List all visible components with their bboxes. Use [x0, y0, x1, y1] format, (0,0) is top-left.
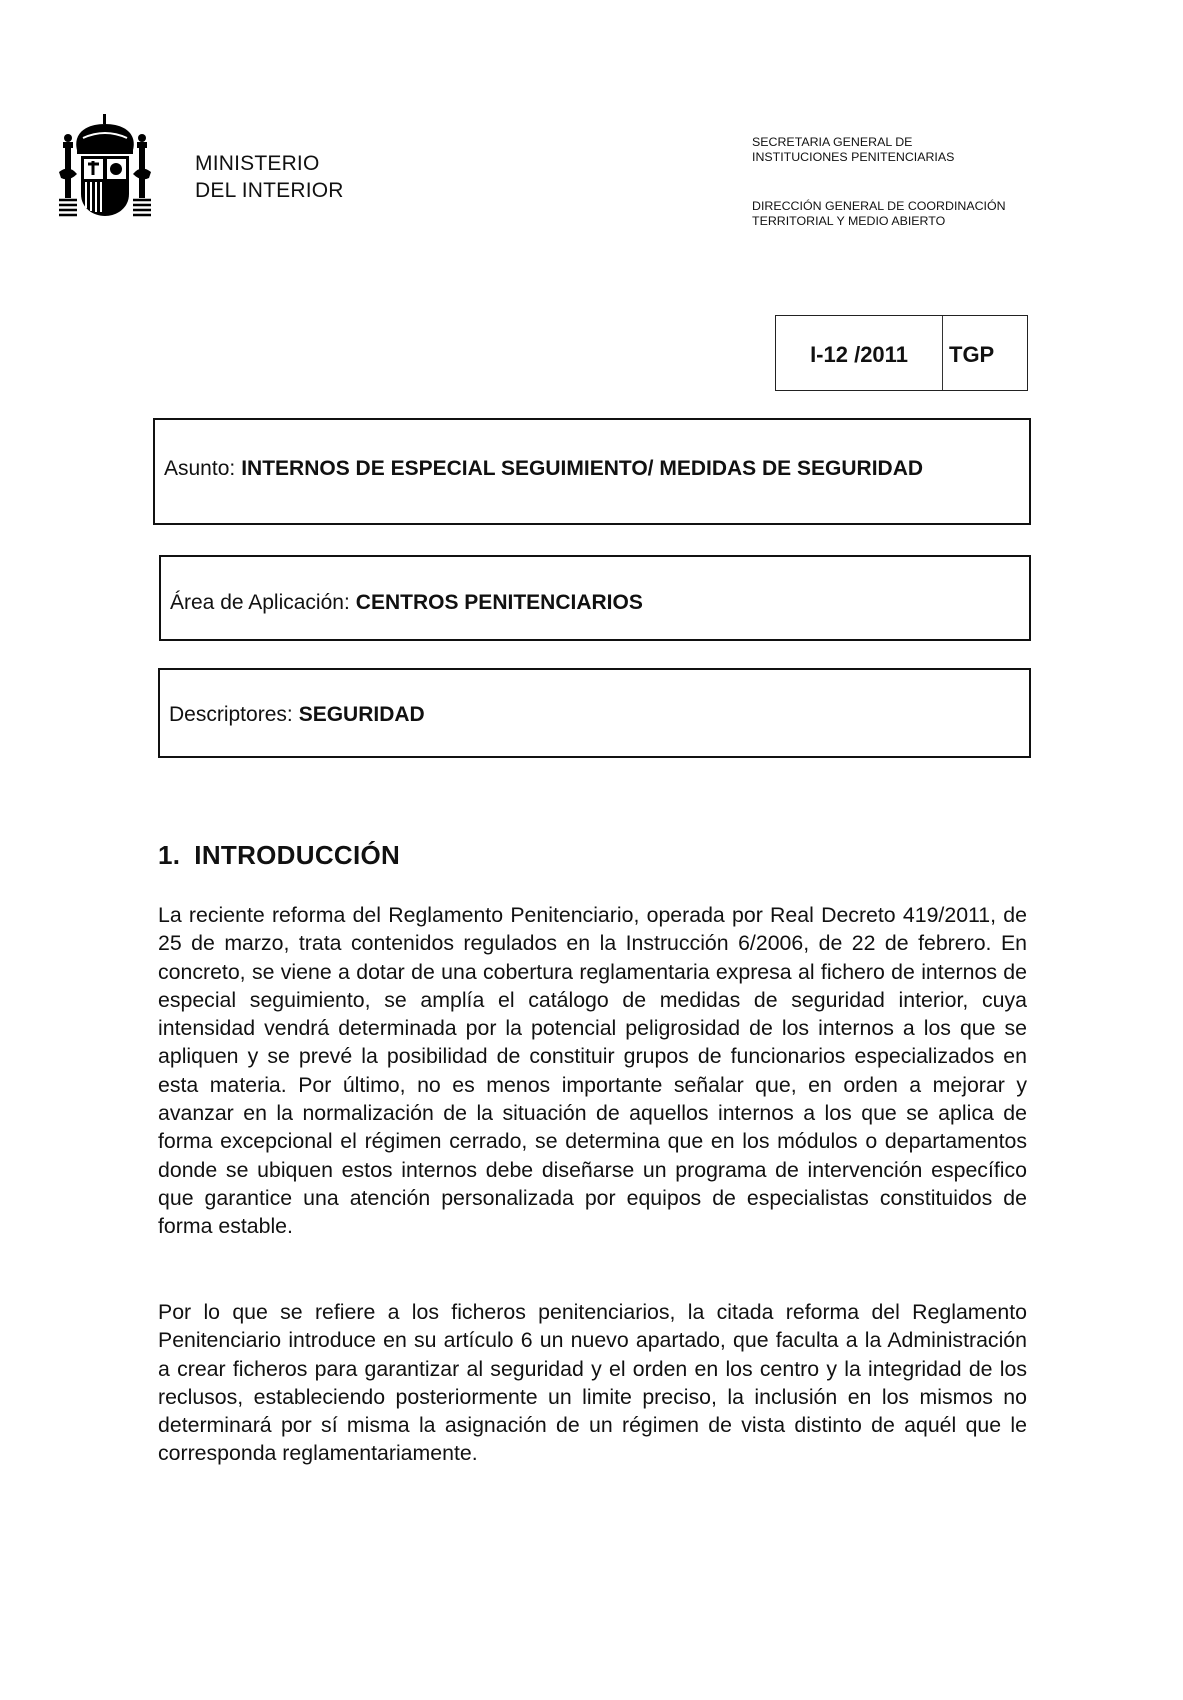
spain-coat-of-arms-icon: [55, 112, 155, 222]
area-value: CENTROS PENITENCIARIOS: [355, 591, 643, 614]
secretaria-line-2: INSTITUCIONES PENITENCIARIAS: [752, 150, 955, 164]
ministry-line-2: DEL INTERIOR: [195, 179, 344, 202]
reference-box: [775, 315, 1028, 391]
section-number: 1.: [158, 840, 181, 870]
ministry-line-1: MINISTERIO: [195, 152, 320, 175]
direccion-line-2: TERRITORIAL Y MEDIO ABIERTO: [752, 214, 946, 228]
asunto-box: [153, 418, 1031, 525]
asunto-label: Asunto:: [164, 457, 236, 480]
descriptores-label: Descriptores:: [169, 703, 293, 726]
instruction-unit: TGP: [949, 342, 995, 367]
secretaria-general: [752, 135, 954, 165]
descriptores-box: [158, 668, 1031, 758]
asunto-value: INTERNOS DE ESPECIAL SEGUIMIENTO/ MEDIDAS DE SEGURIDAD: [241, 457, 924, 480]
ministry-name: [195, 150, 344, 204]
secretaria-line-1: SECRETARIA GENERAL DE: [752, 135, 913, 149]
paragraph-2: Por lo que se refiere a los ficheros penitenciarios, la citada reforma del Reglamento Penitenciario introduce en su artículo 6 un nuevo apartado, que faculta a la Administración a crear ficheros para garantizar al seguridad y el orden en los centro y la integridad de los reclusos, estableciendo posteriormente un limite preciso, la inclusión en los mismos no determinará por sí misma la asignación de un régimen de vista distinto de aquél que le corresponda reglamentariamente.: [158, 1300, 1027, 1466]
descriptores-value: SEGURIDAD: [298, 703, 425, 726]
direccion-general: [752, 199, 1006, 229]
area-aplicacion-box: [159, 555, 1031, 641]
instruction-code: I-12 /2011: [776, 316, 943, 390]
direccion-line-1: DIRECCIÓN GENERAL DE COORDINACIÓN: [752, 199, 1006, 213]
area-label: Área de Aplicación:: [170, 591, 350, 614]
section-title: INTRODUCCIÓN: [194, 840, 401, 870]
section-heading: [158, 840, 400, 871]
paragraph-1: La reciente reforma del Reglamento Penitenciario, operada por Real Decreto 419/2011, de 25 de marzo, trata contenidos regulados en la Instrucción 6/2006, de 22 de febrero. En concreto, se viene a dotar de una cobertura reglamentaria expresa al fichero de internos de especial seguimiento, se amplía el catálogo de medidas de seguridad interior, cuya intensidad vendrá determinada por la potencial peligrosidad de los internos a los que se apliquen y se prevé la posibilidad de constituir grupos de funcionarios especializados en esta materia. Por último, no es menos importante señalar que, en orden a mejorar y avanzar en la normalización de la situación de aquellos internos a los que se aplica de forma excepcional el régimen cerrado, se determina que en los módulos o departamentos donde se ubiquen estos internos debe diseñarse un programa de intervención específico que garantice una atención personalizada por equipos de especialistas constituidos de forma estable.: [158, 903, 1027, 1239]
